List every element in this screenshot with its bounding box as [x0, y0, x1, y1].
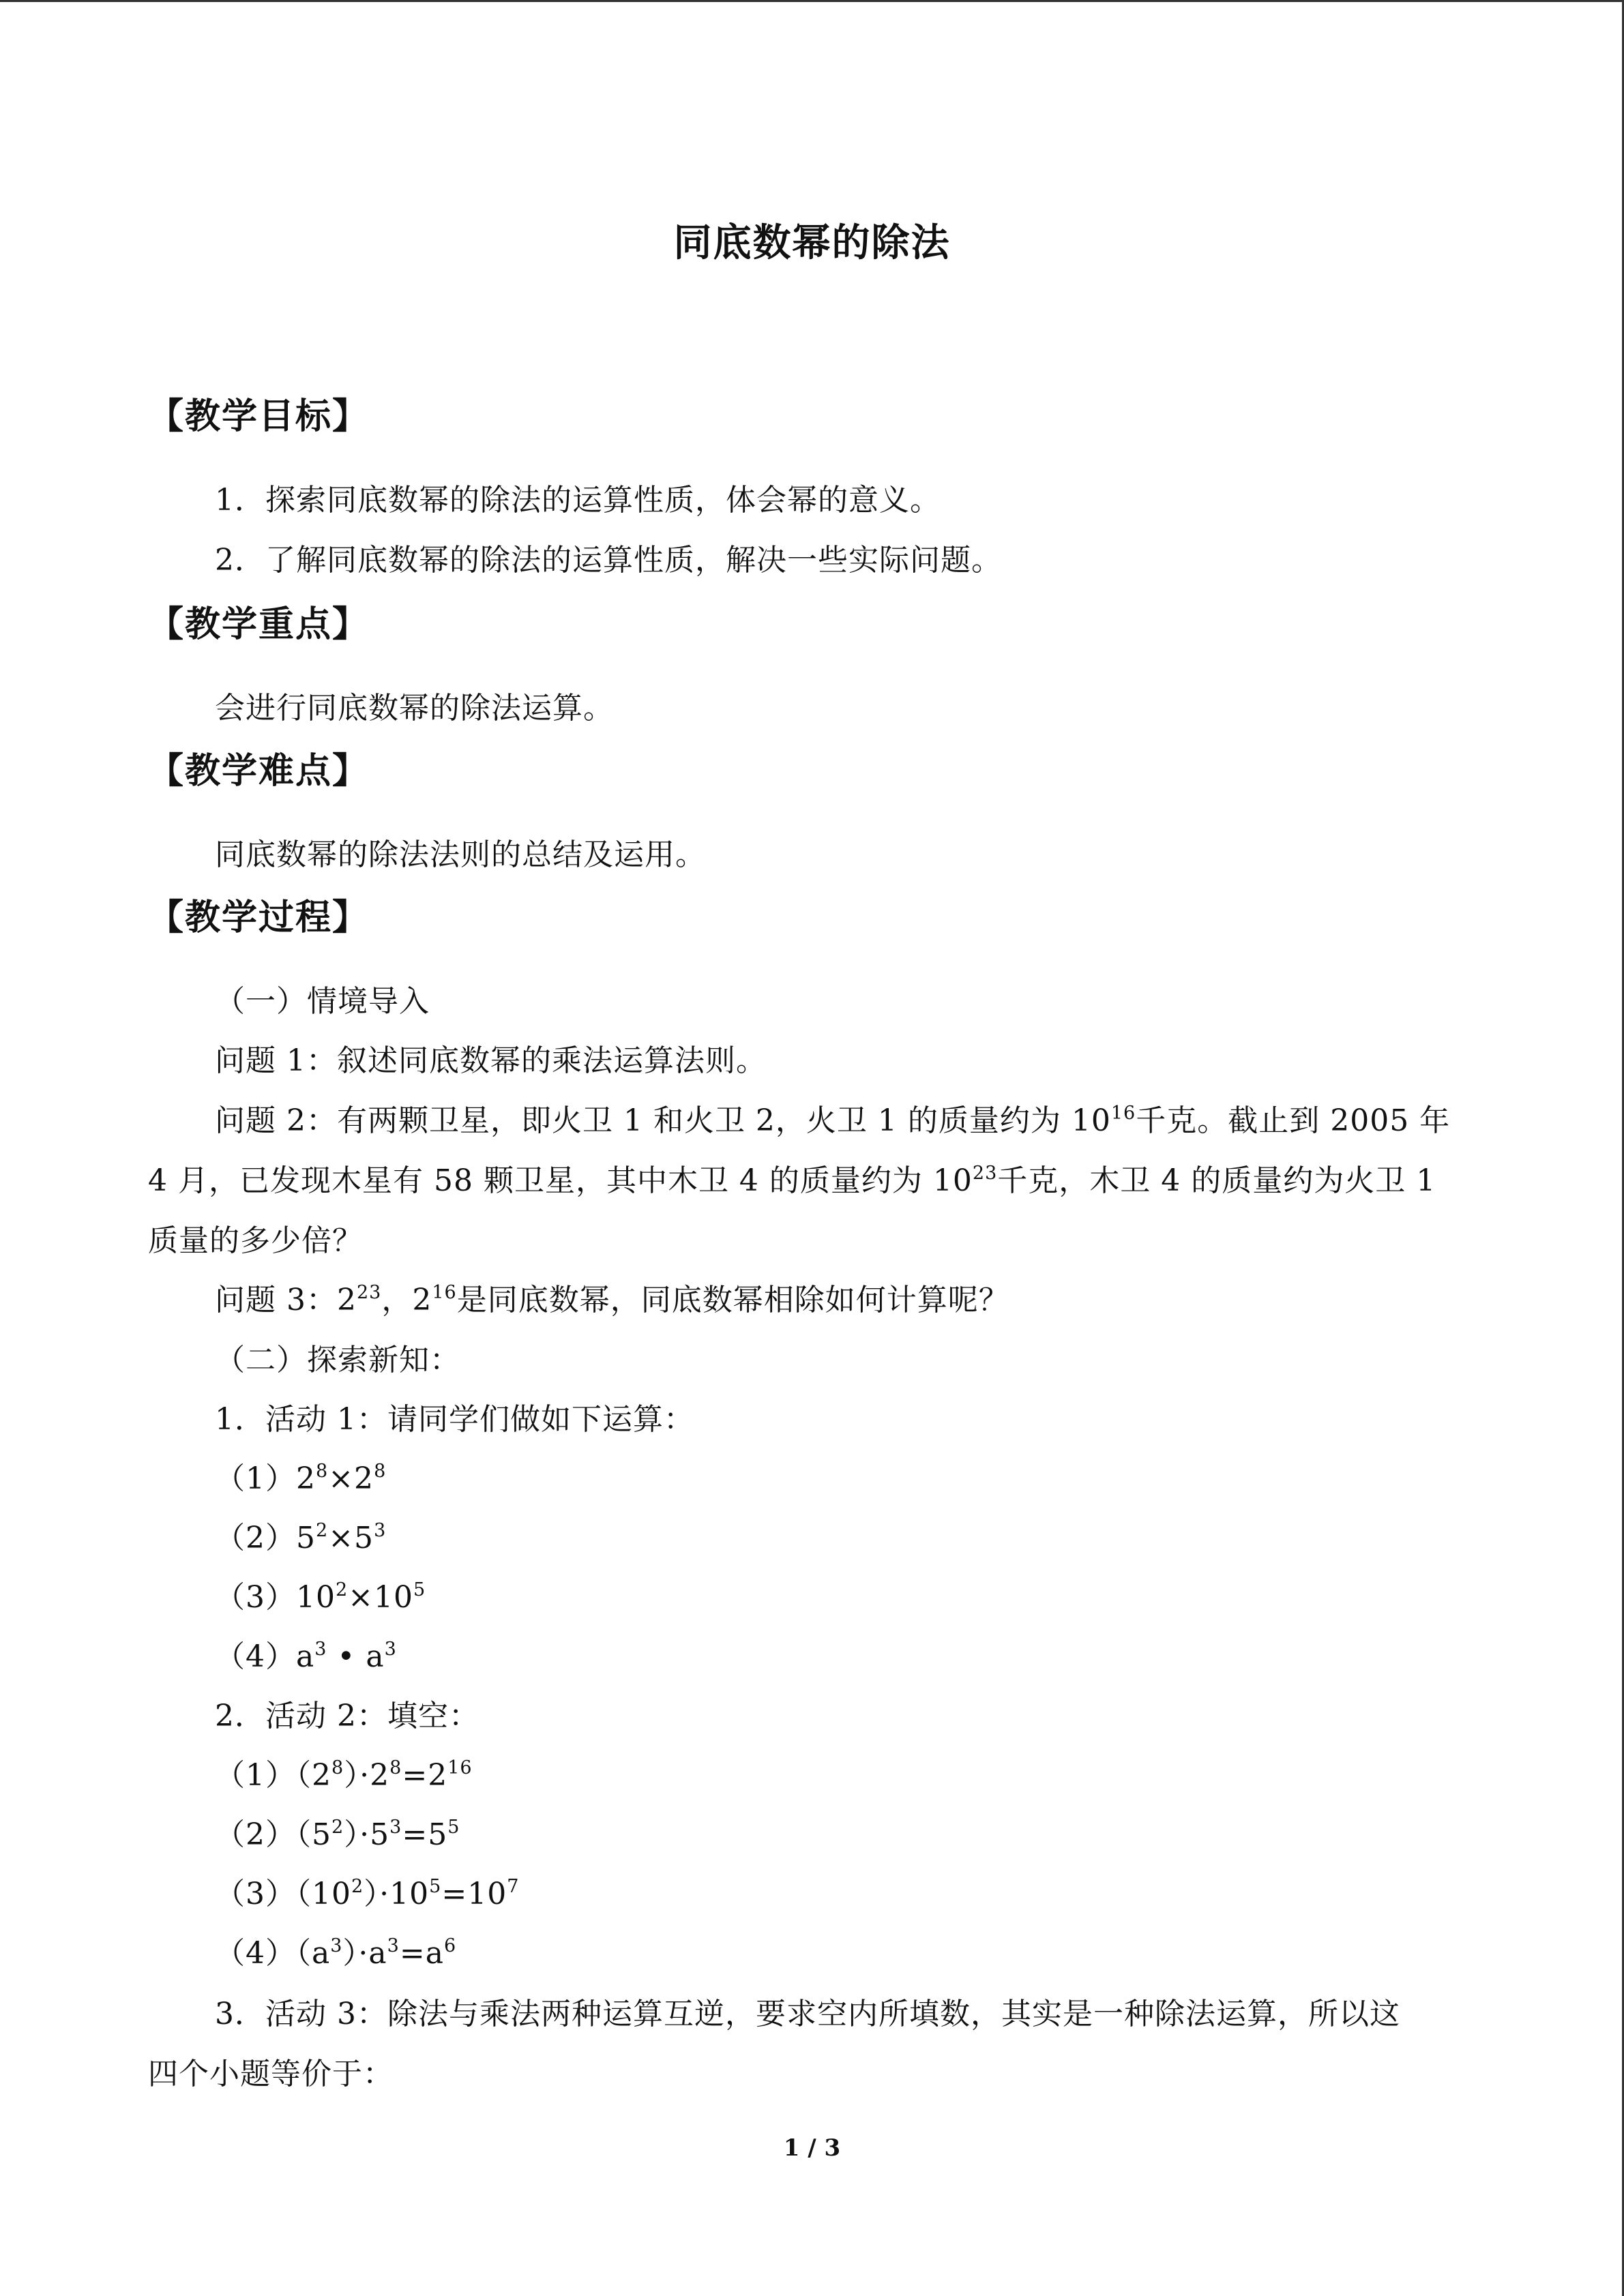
activity-1-label: 1．活动 1：请同学们做如下运算： — [215, 1402, 694, 1437]
heading-key-points: 【教学重点】 — [148, 604, 370, 645]
page-top-border — [0, 0, 1624, 2]
activity-3-line-1: 3．活动 3：除法与乘法两种运算互逆，要求空内所填数，其实是一种除法运算，所以这 — [215, 1997, 1400, 2031]
difficulty-text: 同底数幂的除法法则的总结及运用。 — [215, 837, 706, 872]
activity-1-item: $(1)2^8\times 2^8$ — [215, 1461, 387, 1496]
objective-2: 2．了解同底数幂的除法的运算性质，解决一些实际问题。 — [215, 543, 1002, 578]
question-2-line-3: 质量的多少倍？ — [148, 1223, 363, 1258]
activity-3-line-2: 四个小题等价于： — [148, 2057, 394, 2091]
activity-1-item: $(2)5^2\times 5^3$ — [215, 1520, 387, 1555]
activity-2-item: $(3)(10^2)\cdot 10^5=10^7$ — [215, 1876, 520, 1911]
objective-1: 1．探索同底数幂的除法的运算性质，体会幂的意义。 — [215, 483, 941, 518]
activity-2-item: $(1)(2^8)\cdot 2^8=2^{16}$ — [215, 1757, 473, 1793]
section-explore-new: （二）探索新知： — [215, 1343, 460, 1377]
heading-difficulties: 【教学难点】 — [148, 751, 370, 792]
heading-process: 【教学过程】 — [148, 897, 370, 938]
question-1: 问题 1：叙述同底数幂的乘法运算法则。 — [215, 1043, 767, 1078]
heading-objectives: 【教学目标】 — [148, 396, 370, 437]
activity-1-item: $(3)10^2\times 10^5$ — [215, 1579, 426, 1615]
activity-2-item: $(4)(a^3)\cdot a^3=a^6$ — [215, 1935, 457, 1971]
page-title: 同底数幂的除法 — [673, 221, 951, 265]
key-point-text: 会进行同底数幂的除法运算。 — [215, 691, 614, 726]
activity-2-item: $(2)(5^2)\cdot 5^3=5^5$ — [215, 1817, 460, 1852]
question-2-line-1: 问题 2：有两颗卫星，即火卫 1 和火卫 2，火卫 1 的质量约为 $10^{16}$千克。截止到 2005 年 — [215, 1103, 1451, 1138]
question-3: 问题 3：$2^{23}$，$2^{16}$是同底数幂，同底数幂相除如何计算呢？ — [215, 1282, 1009, 1317]
question-2-line-2: 4 月，已发现木星有 58 颗卫星，其中木卫 4 的质量约为 $10^{23}$千克，木卫 4 的质量约为火卫 1 — [148, 1163, 1436, 1198]
activity-1-item: $(4)a^3$ • $a^3$ — [215, 1639, 397, 1674]
page-number: 1 / 3 — [783, 2134, 841, 2162]
activity-2-label: 2．活动 2：填空： — [215, 1699, 479, 1733]
section-scenario-intro: （一）情境导入 — [215, 984, 430, 1019]
